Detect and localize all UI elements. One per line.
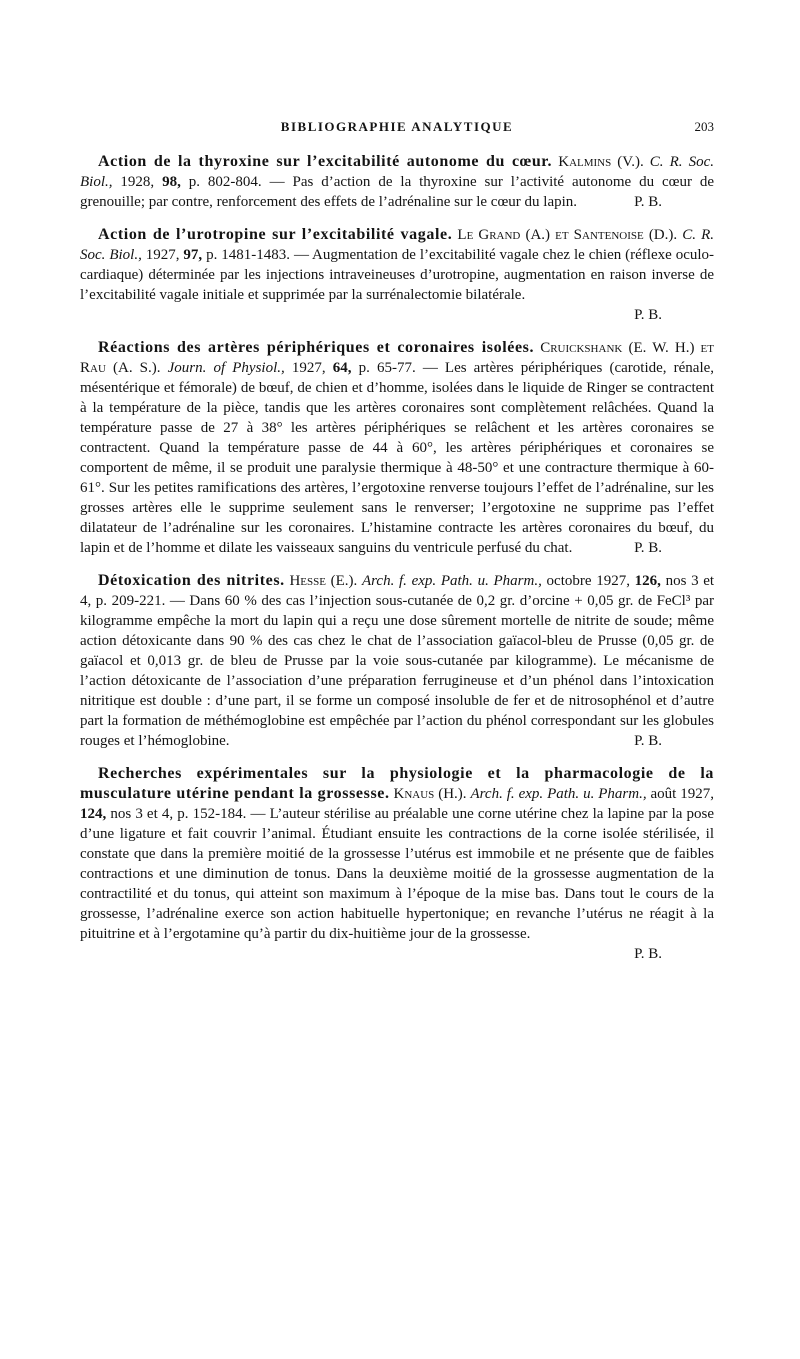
entry-year: 1928, xyxy=(120,174,155,190)
entry-urotropine xyxy=(80,225,714,325)
entry-pages: nos 3 et 4, p. 209-221. xyxy=(80,573,715,609)
entry-musculature-uterine xyxy=(80,764,714,964)
entry-year: octobre 1927, xyxy=(546,573,630,589)
entry-author: Cruickshank (E. W. H.) et Rau (A. S.). xyxy=(80,340,714,376)
entry-title: Action de la thyroxine sur l’excitabilité autonome du cœur. xyxy=(98,153,553,170)
bibliography-entries xyxy=(80,152,714,977)
entry-year: 1927, xyxy=(291,360,326,376)
entry-nitrites xyxy=(80,571,714,751)
entry-signature: P. B. xyxy=(634,946,662,962)
entry-journal: Arch. f. exp. Path. u. Pharm., xyxy=(361,573,542,589)
entry-pages: p. 1481-1483. xyxy=(206,247,291,263)
entry-journal: C. R. Soc. Biol., xyxy=(80,154,715,190)
entry-volume: 97, xyxy=(183,247,203,263)
entry-volume: 124, xyxy=(80,806,107,822)
entry-author: Kalmins (V.). xyxy=(558,154,644,170)
entry-body: — Augmentation de l’excitabilité vagale chez le chien (réflexe oculo-cardiaque) déterminée par les injections intraveineuses d’urotropine, augmentation en raison inverse de l’excitabilité vagale initiale et supprimée par la surrénalectomie bilatérale. xyxy=(80,247,715,303)
entry-body: — Les artères périphériques (carotide, rénale, mésentérique et fémorale) de bœuf, de chien et d’homme, isolées dans le liquide de Ringer se contractent à la température de la pièce, tandis que les artères coronaires sont complètement relâchées. Quand la température passe de 27 à 38° les artères périphériques se relâchent et les artères coronaires se contractent. Quand la température passe de 44 à 60°, les artères périphériques et coronaires se comportent de même, il se produit une paralysie thermique à 48-50° et une contracture thermique à 60-61°. Sur les petites ramifications des artères, l’ergotoxine renverse toujours l’effet de l’adrénaline, sur les grosses artères elle le supprime seulement sans le renverser; l’ergotoxine ne supprime pas l’effet dilatateur de l’adrénaline sur les coronaires. L’histamine contracte les artères coronaires du bœuf, du lapin et de l’homme et dilate les vaisseaux sanguins du ventricule perfusé du chat. xyxy=(80,360,715,556)
entry-body: — Pas d’action de la thyroxine sur l’activité autonome du cœur de grenouille; par contre, renforcement des effets de l’adrénaline sur le cœur du lapin. xyxy=(80,174,715,210)
entry-signature: P. B. xyxy=(634,307,662,323)
entry-title: Action de l’urotropine sur l’excitabilité vagale. xyxy=(98,226,453,243)
entry-thyroxine xyxy=(80,152,714,212)
entry-volume: 98, xyxy=(162,174,181,190)
entry-title: Détoxication des nitrites. xyxy=(98,572,285,589)
entry-author: Hesse (E.). xyxy=(289,573,358,589)
entry-pages: p. 65-77. xyxy=(358,360,416,376)
entry-author: Le Grand (A.) et Santenoise (D.). xyxy=(457,227,678,243)
entry-signature: P. B. xyxy=(634,540,662,556)
running-title: BIBLIOGRAPHIE ANALYTIQUE xyxy=(280,119,514,134)
entry-author: Knaus (H.). xyxy=(393,786,467,802)
entry-title: Recherches expérimentales sur la physiologie et la pharmacologie de la musculature utérine pendant la grossesse. xyxy=(80,765,714,802)
entry-volume: 126, xyxy=(634,573,661,589)
entry-body: — Dans 60 % des cas l’injection sous-cutanée de 0,2 gr. d’orcine + 0,05 gr. de FeCl³ par kilogramme empêche la mort du lapin qui a reçu une dose sûrement mortelle de nitrite de soude; même action détoxicante dans 90 % des cas chez le chat de l’association gaïacol-bleu de Prusse (0,05 gr. de gaïacol et 0,013 gr. de bleu de Prusse par la voie sous-cutanée par kilogramme). Le mécanisme de l’action détoxicante de l’association d’une préparation ferrugineuse et d’un phénol dans l’intoxication nitritique est double : d’une part, il se forme un composé insoluble de fer et de nitrosophénol et d’autre part la formation de méthémoglobine est empêchée par l’action du phénol correspondant sur les globules rouges et l’hémoglobine. xyxy=(80,593,715,749)
entry-journal: C. R. Soc. Biol., xyxy=(80,227,714,263)
entry-body: — L’auteur stérilise au préalable une corne utérine chez la lapine par la pose d’une ligature et fait couvrir l’animal. Étudiant ensuite les contractions de la corne isolée stérilisée, il constate que dans la première moitié de la grossesse l’utérus est immobile et ne présente que de faibles contractions et une diminution de tonus. Dans la deuxième moitié de la grossesse augmentation de la contractilité et du tonus, qui atteint son maximum à l’époque de la mise bas. Dans tout le cours de la grossesse, l’adrénaline exerce son action habituelle hypertonique; en revanche l’utérus ne réagit à la pituitrine et à l’ergotamine qu’à partir du dix-huitième jour de la grossesse. xyxy=(80,806,715,942)
entry-signature: P. B. xyxy=(634,733,662,749)
entry-pages: p. 802-804. xyxy=(188,174,262,190)
entry-journal: Journ. of Physiol., xyxy=(167,360,285,376)
entry-year: 1927, xyxy=(145,247,180,263)
entry-arteres xyxy=(80,338,714,558)
entry-pages: nos 3 et 4, p. 152-184. xyxy=(110,806,247,822)
entry-year: août 1927, xyxy=(650,786,714,802)
entry-volume: 64, xyxy=(332,360,352,376)
page-number: 203 xyxy=(694,119,714,134)
entry-signature: P. B. xyxy=(634,194,662,210)
entry-title: Réactions des artères périphériques et coronaires isolées. xyxy=(98,339,535,356)
entry-journal: Arch. f. exp. Path. u. Pharm., xyxy=(470,786,647,802)
